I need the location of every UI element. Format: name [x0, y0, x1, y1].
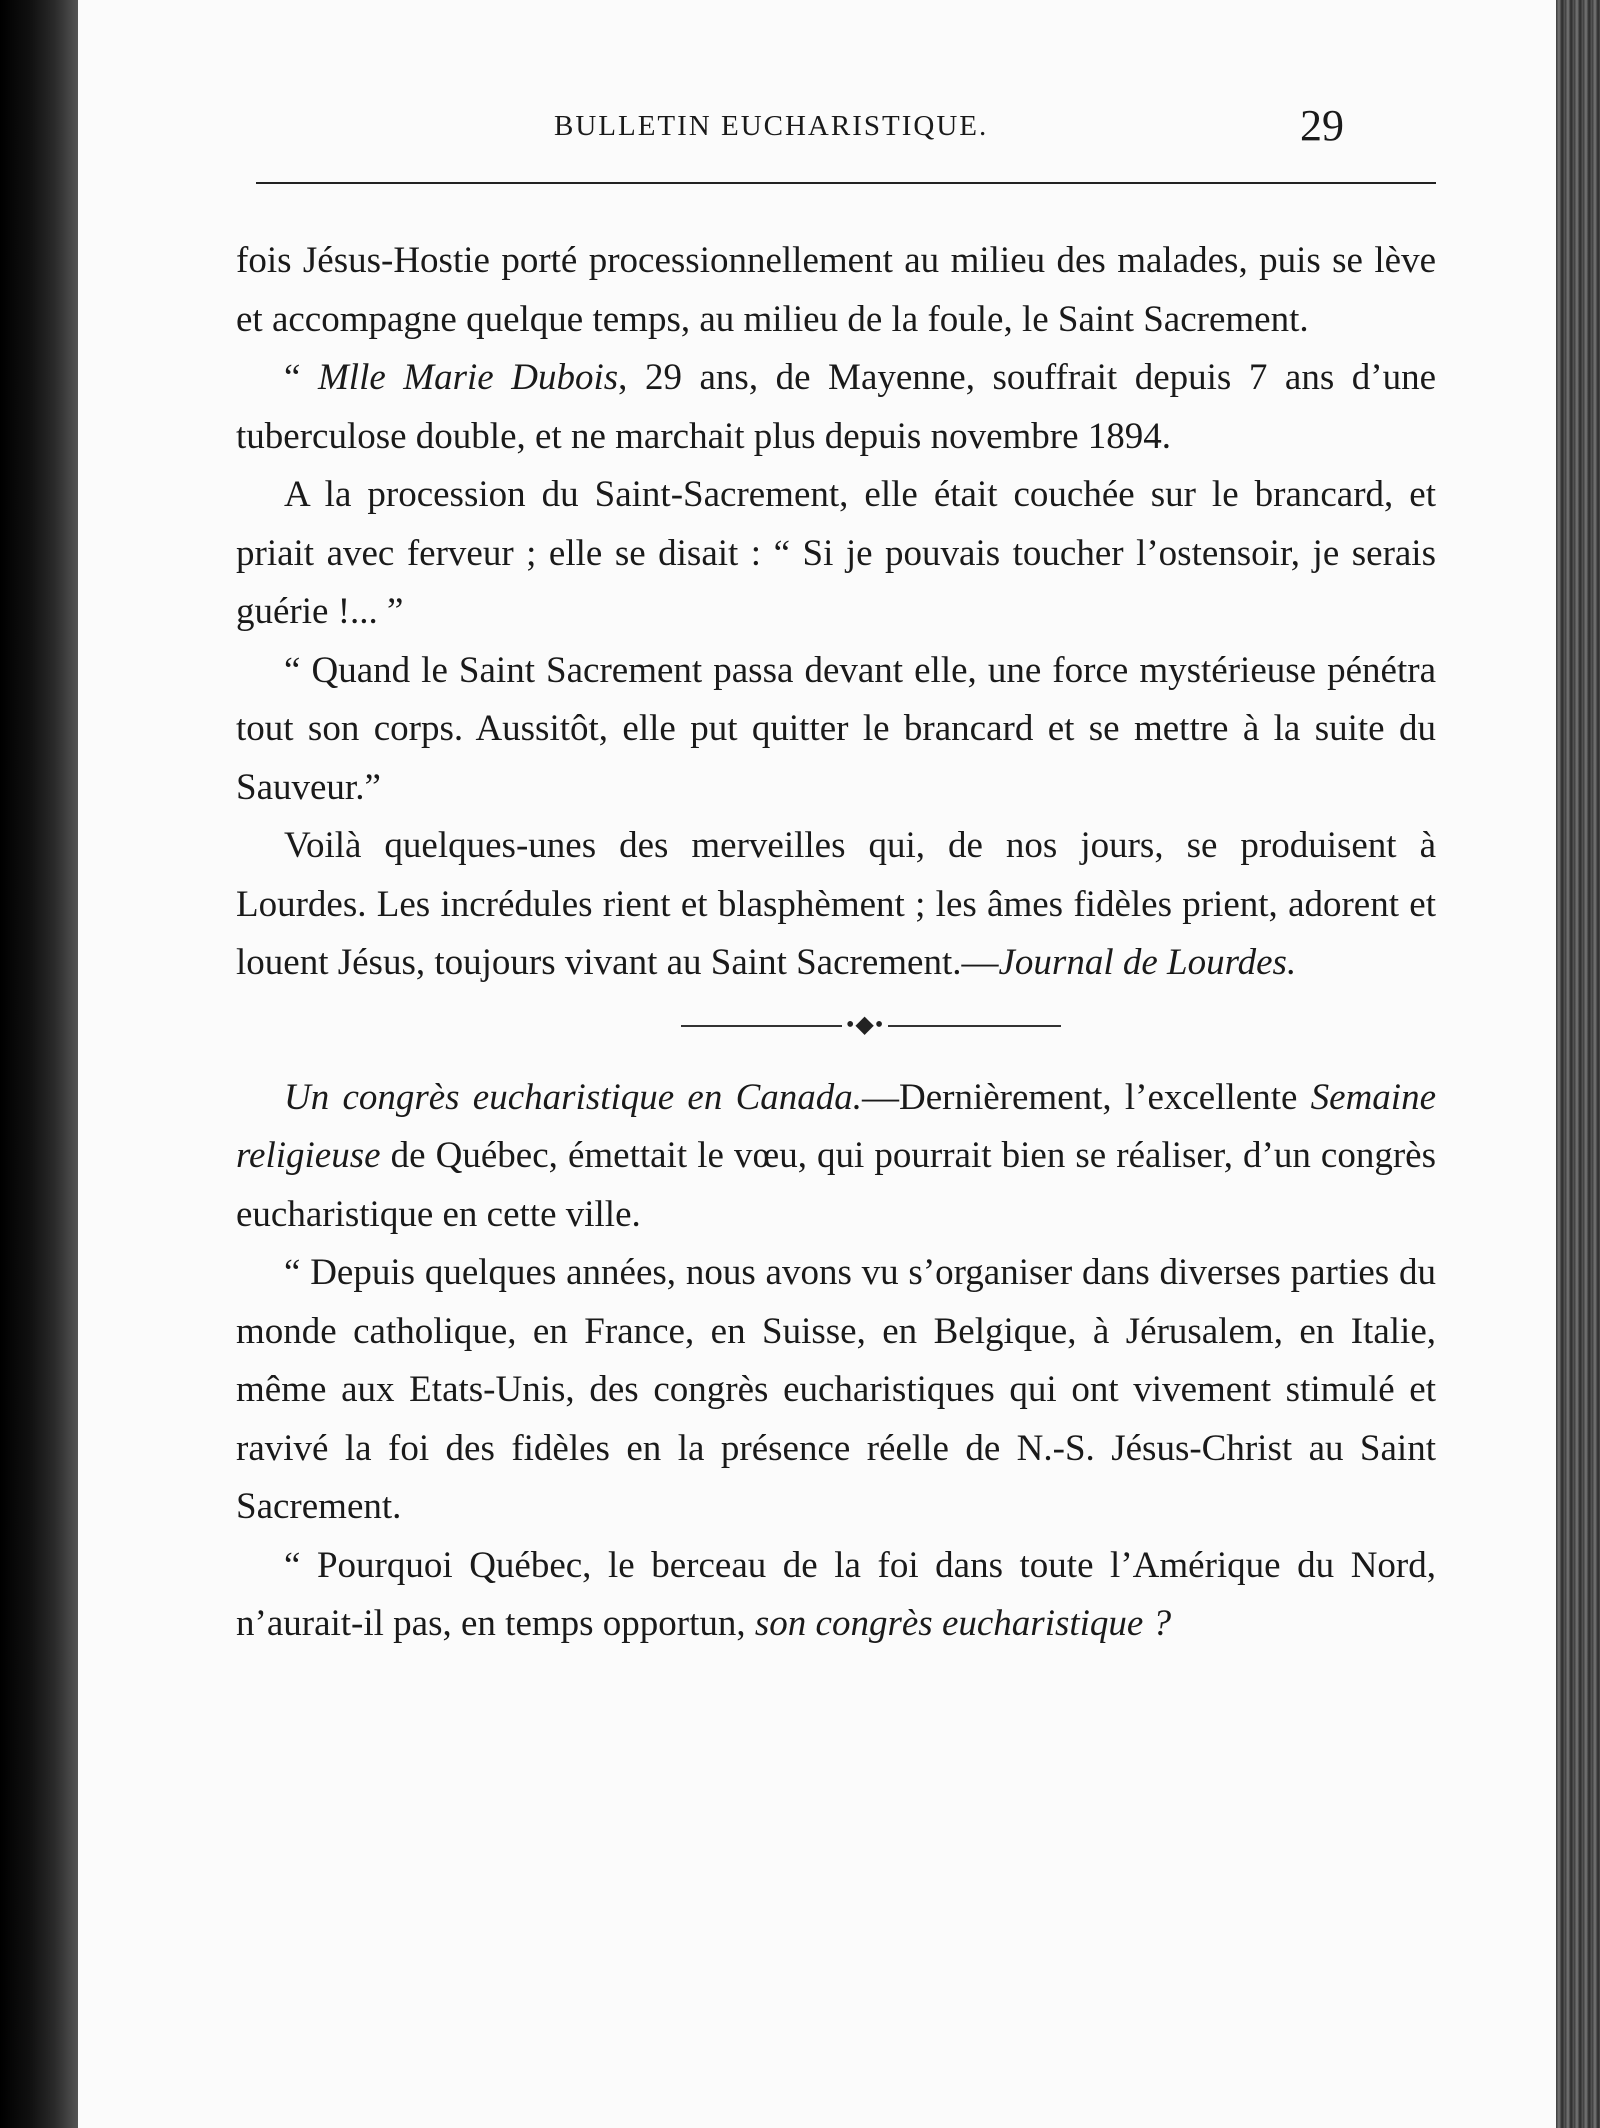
- page-number: 29: [1300, 101, 1344, 150]
- paragraph-1: fois Jésus-Hostie porté processionnellement au milieu des malades, puis se lève et accompagne quelque temps, au milieu de la foule, le Saint Sacrement.: [236, 240, 1436, 340]
- header-rule: [256, 182, 1436, 184]
- scan-left-edge: [0, 0, 78, 2128]
- paragraph-8-text: “ Pourquoi Québec, le berceau de la foi dans toute l’Amérique du Nord, n’aurait-il pas, en temps opportun,: [236, 1544, 1436, 1644]
- paragraph-8-emphasis: son congrès eucharistique ?: [754, 1603, 1172, 1644]
- paragraph-4: “ Quand le Saint Sacrement passa devant elle, une force mystérieuse pénétra tout son corps. Aussitôt, elle put quitter le brancard et se mettre à la suite du Sauveur.”: [236, 649, 1436, 808]
- running-title: BULLETIN EUCHARISTIQUE.: [554, 110, 989, 142]
- body-text: [236, 232, 1436, 1654]
- paragraph-7: “ Depuis quelques années, nous avons vu s’organiser dans diverses parties du monde catholique, en France, en Suisse, en Belgique, à Jérusalem, en Italie, même aux Etats-Unis, des congrès eucharistiques qui ont vivement stimulé et ravivé la foi des fidèles en la présence réelle de N.-S. Jésus-Christ au Saint Sacrement.: [236, 1252, 1436, 1527]
- source-citation: Journal de Lourdes.: [998, 942, 1297, 983]
- book-page: [78, 0, 1556, 2128]
- paragraph-5: [236, 817, 1436, 993]
- page-header: [78, 100, 1556, 160]
- paragraph-5-text: Voilà quelques-unes des merveilles qui, de nos jours, se produisent à Lourdes. Les incrédules rient et blasphèment ; les âmes fidèles prient, adorent et louent Jésus, toujours vivant au Saint Sacrement.—: [236, 825, 1436, 983]
- paragraph-8: [236, 1537, 1436, 1654]
- paragraph-3: A la procession du Saint-Sacrement, elle était couchée sur le brancard, et priait avec ferveur ; elle se disait : “ Si je pouvais toucher l’ostensoir, je serais guérie !... ”: [236, 474, 1436, 632]
- paragraph-6: [236, 1069, 1436, 1245]
- person-name: Mlle Marie Dubois: [317, 357, 619, 398]
- journal-name: Semaine religieuse: [236, 1076, 1436, 1176]
- paragraph-2-text: , 29 ans, de Mayenne, souffrait depuis 7 ans d’une tuberculose double, et ne marchait plus depuis novembre 1894.: [236, 357, 1436, 457]
- paragraph-6-text-b: de Québec, émettait le vœu, qui pourrait bien se réaliser, d’un congrès eucharistique en cette ville.: [236, 1135, 1436, 1235]
- paragraph-2: [236, 349, 1436, 466]
- article-title: Un congrès eucharistique en Canada.: [284, 1076, 862, 1118]
- paragraph-6-text-a: —Dernièrement, l’excellente: [862, 1076, 1311, 1118]
- open-quote: “: [284, 357, 318, 398]
- divider-ornament: •◆•: [842, 1010, 888, 1040]
- scan-right-edge: [1556, 0, 1600, 2128]
- section-divider: [236, 997, 1436, 1061]
